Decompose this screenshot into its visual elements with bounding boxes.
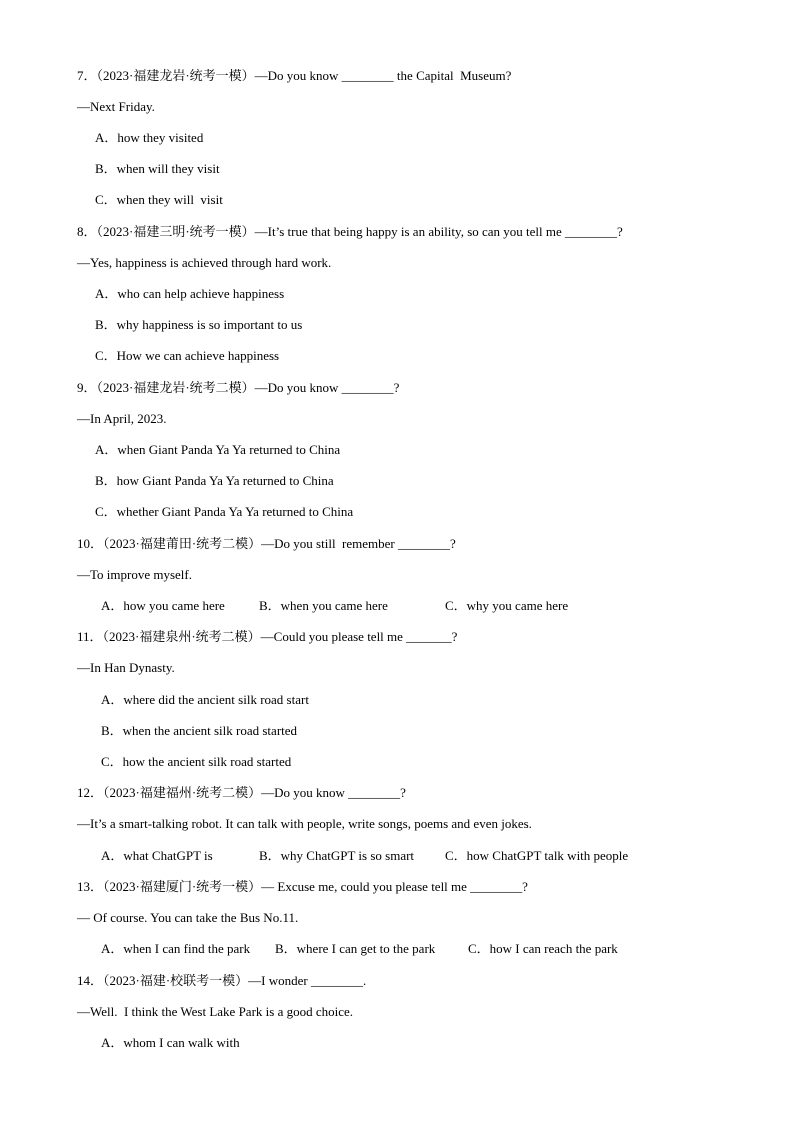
question-7-stem: 7．（2023·福建龙岩·统考一模）—Do you know ________ the Capital Museum? [77, 68, 512, 83]
question-8-stem: 8．（2023·福建三明·统考一模）—It’s true that being happy is an ability, so can you tell me ________? [77, 224, 623, 239]
question-7-option-a: A．how they visited [95, 130, 204, 145]
question-7-option-b: B．when will they visit [95, 161, 220, 176]
question-14-answer: —Well. I think the West Lake Park is a good choice. [77, 1004, 354, 1019]
question-8-answer: —Yes, happiness is achieved through hard work. [77, 255, 332, 270]
question-11-answer: —In Han Dynasty. [77, 660, 175, 675]
question-13-option-a: A．when I can find the park [101, 941, 251, 956]
question-10-answer: —To improve myself. [77, 567, 192, 582]
question-13-answer: — Of course. You can take the Bus No.11. [77, 910, 299, 925]
question-10-option-b: B．when you came here [259, 598, 388, 613]
question-12-option-b: B．why ChatGPT is so smart [259, 848, 415, 863]
question-14-option-a: A．whom I can walk with [101, 1035, 240, 1050]
question-9-option-c: C．whether Giant Panda Ya Ya returned to China [95, 504, 354, 519]
question-12-answer: —It’s a smart-talking robot. It can talk with people, write songs, poems and even jokes. [77, 816, 532, 831]
question-8-option-c: C．How we can achieve happiness [95, 348, 280, 363]
question-11-option-a: A．where did the ancient silk road start [101, 692, 309, 707]
question-12-option-c: C．how ChatGPT talk with people [445, 848, 629, 863]
question-10-option-c: C．why you came here [445, 598, 569, 613]
question-9-stem: 9．（2023·福建龙岩·统考二模）—Do you know ________? [77, 380, 400, 395]
question-12-stem: 12．（2023·福建福州·统考二模）—Do you know ________? [77, 785, 406, 800]
question-11-option-c: C．how the ancient silk road started [101, 754, 292, 769]
question-14-stem: 14．（2023·福建·校联考一模）—I wonder ________. [77, 973, 367, 988]
question-9-answer: —In April, 2023. [77, 411, 167, 426]
question-9-option-a: A．when Giant Panda Ya Ya returned to China [95, 442, 341, 457]
question-13-stem: 13．（2023·福建厦门·统考一模）— Excuse me, could you please tell me ________? [77, 879, 528, 894]
question-8-option-a: A．who can help achieve happiness [95, 286, 285, 301]
question-13-option-b: B．where I can get to the park [275, 941, 436, 956]
question-7-answer: —Next Friday. [77, 99, 155, 114]
question-8-option-b: B．why happiness is so important to us [95, 317, 303, 332]
question-10-stem: 10．（2023·福建莆田·统考二模）—Do you still remember ________? [77, 536, 456, 551]
question-10-option-a: A．how you came here [101, 598, 225, 613]
question-9-option-b: B．how Giant Panda Ya Ya returned to China [95, 473, 334, 488]
question-13-option-c: C．how I can reach the park [468, 941, 618, 956]
question-11-option-b: B．when the ancient silk road started [101, 723, 298, 738]
question-11-stem: 11．（2023·福建泉州·统考二模）—Could you please tell me _______? [77, 629, 458, 644]
question-12-option-a: A．what ChatGPT is [101, 848, 213, 863]
question-7-option-c: C．when they will visit [95, 192, 223, 207]
